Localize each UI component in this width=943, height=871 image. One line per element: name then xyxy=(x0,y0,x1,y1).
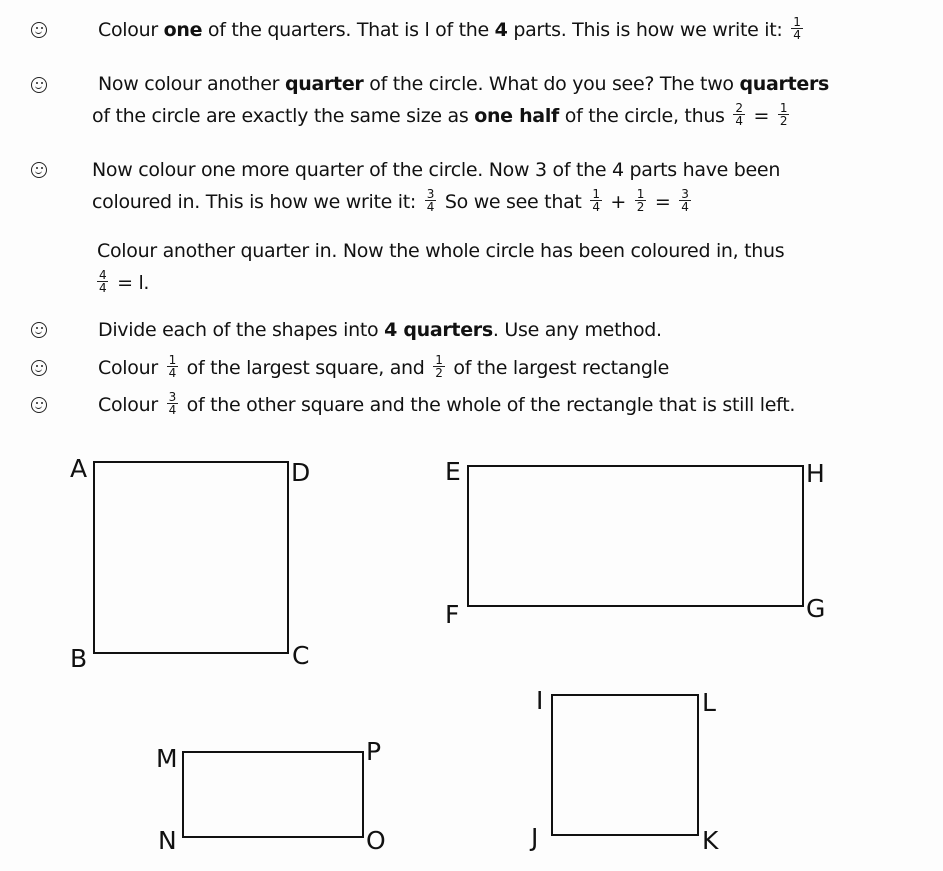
text: of the other square and the whole of the rectangle that is still left. xyxy=(180,394,796,416)
instruction-1-line-1 xyxy=(98,15,806,43)
smiley-icon xyxy=(31,22,47,38)
text: Now colour another xyxy=(98,73,285,95)
fraction xyxy=(425,188,436,213)
text: = xyxy=(649,191,677,213)
small-rectangle-mnop[interactable] xyxy=(182,751,364,838)
text: of the largest square, and xyxy=(180,357,431,379)
numerator: 1 xyxy=(779,101,788,115)
bold-text: one half xyxy=(474,105,559,127)
bold-text: 4 xyxy=(494,19,508,41)
vertex-label-b: B xyxy=(70,644,88,673)
numerator: 1 xyxy=(592,187,600,201)
instruction-3-line-2 xyxy=(92,187,694,215)
smiley-icon xyxy=(31,322,47,338)
vertex-label-o: O xyxy=(366,826,386,855)
numerator: 3 xyxy=(168,390,176,404)
numerator: 3 xyxy=(681,187,689,201)
text: of the largest rectangle xyxy=(447,357,669,379)
largest-square-abcd[interactable] xyxy=(93,461,289,654)
bold-text: one xyxy=(163,19,203,41)
text: + xyxy=(604,191,632,213)
vertex-label-i: I xyxy=(536,686,544,715)
text: Colour another quarter in. Now the whole circle has been coloured in, thus xyxy=(97,240,785,262)
fraction xyxy=(635,188,646,213)
text: of the circle. What do you see? The two xyxy=(363,73,740,95)
smiley-icon xyxy=(31,397,47,413)
vertex-label-m: M xyxy=(156,744,178,773)
instruction-2-line-2 xyxy=(92,101,792,129)
fraction xyxy=(167,354,178,379)
fraction xyxy=(97,269,108,294)
text: Now colour one more quarter of the circle. Now 3 of the 4 parts have been xyxy=(92,159,781,181)
numerator: 2 xyxy=(735,101,743,115)
text: Divide each of the shapes into xyxy=(98,319,385,341)
vertex-label-e: E xyxy=(445,457,461,486)
denominator: 2 xyxy=(779,114,788,128)
text: = xyxy=(747,105,775,127)
bold-text: quarter xyxy=(284,73,364,95)
text: So we see that xyxy=(439,191,588,213)
small-square-ijkl[interactable] xyxy=(551,694,699,836)
text: of the quarters. That is l of the xyxy=(202,19,495,41)
text: coloured in. This is how we write it: xyxy=(92,191,422,213)
smiley-icon xyxy=(31,162,47,178)
vertex-label-h: H xyxy=(806,459,825,488)
vertex-label-n: N xyxy=(158,826,177,855)
fraction xyxy=(778,102,789,127)
bold-text: 4 quarters xyxy=(384,319,493,341)
instruction-7-line-1 xyxy=(98,390,796,418)
instruction-5-line-1 xyxy=(98,318,662,342)
numerator: 1 xyxy=(168,353,176,367)
denominator: 4 xyxy=(426,200,435,214)
denominator: 4 xyxy=(168,366,176,380)
text: Colour xyxy=(98,357,164,379)
denominator: 2 xyxy=(636,200,645,214)
smiley-icon xyxy=(31,360,47,376)
fraction xyxy=(733,102,744,127)
instruction-3-line-1 xyxy=(92,158,780,182)
text: parts. This is how we write it: xyxy=(507,19,789,41)
vertex-label-c: C xyxy=(292,641,310,670)
numerator: 1 xyxy=(636,187,645,201)
denominator: 4 xyxy=(592,200,600,214)
numerator: 1 xyxy=(435,353,443,367)
vertex-label-p: P xyxy=(366,737,382,766)
text: of the circle are exactly the same size as xyxy=(92,105,475,127)
numerator: 1 xyxy=(793,15,801,29)
vertex-label-l: L xyxy=(702,688,716,717)
vertex-label-a: A xyxy=(70,454,88,483)
text: = l. xyxy=(111,272,150,294)
denominator: 4 xyxy=(99,281,107,295)
instruction-2-line-1 xyxy=(98,72,829,96)
denominator: 2 xyxy=(435,366,443,380)
fraction xyxy=(590,188,601,213)
fraction xyxy=(167,391,178,416)
fraction xyxy=(679,188,690,213)
numerator: 4 xyxy=(99,268,107,282)
fraction xyxy=(433,354,444,379)
instruction-4-line-1 xyxy=(97,239,784,263)
bold-text: quarters xyxy=(739,73,830,95)
text: . Use any method. xyxy=(492,319,662,341)
denominator: 4 xyxy=(168,403,176,417)
text: of the circle, thus xyxy=(559,105,731,127)
largest-rectangle-efgh[interactable] xyxy=(467,465,804,607)
vertex-label-k: K xyxy=(702,826,719,855)
vertex-label-g: G xyxy=(806,594,826,623)
denominator: 4 xyxy=(735,114,743,128)
instruction-4-line-2 xyxy=(94,268,150,296)
denominator: 4 xyxy=(793,28,801,42)
vertex-label-j: J xyxy=(531,823,539,852)
denominator: 4 xyxy=(681,200,689,214)
vertex-label-d: D xyxy=(291,458,311,487)
instruction-6-line-1 xyxy=(98,353,669,381)
numerator: 3 xyxy=(426,187,435,201)
fraction xyxy=(791,16,802,41)
vertex-label-f: F xyxy=(445,600,460,629)
text: Colour xyxy=(98,394,164,416)
smiley-icon xyxy=(31,77,47,93)
text: Colour xyxy=(98,19,164,41)
